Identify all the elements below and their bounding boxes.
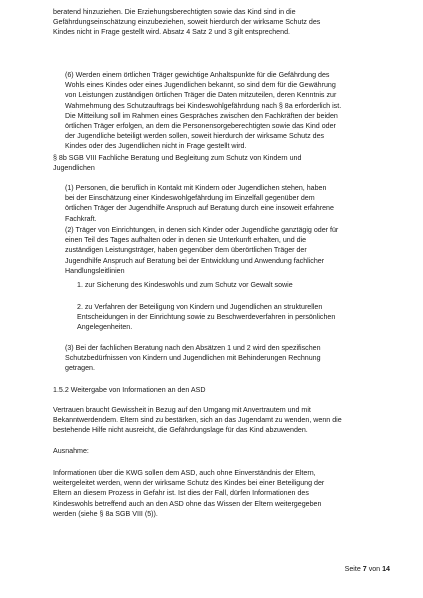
current-page-number: 7 [362,565,367,573]
text-line: (6) Werden einem örtlichen Träger gewichtige Anhaltspunkte für die Gefährdung des [65,71,330,79]
text-line: Die Mitteilung soll im Rahmen eines Gespräches zwischen den Fachkräften der beiden [65,111,338,120]
text-line: Wahrnehmung des Schutzauftrags bei Kindeswohlgefährdung nach § 8a erforderlich ist. [65,101,342,110]
text-line: von Leistungen zuständigen örtlichen Träger die Daten mitzuteilen, deren Kenntnis zur [65,91,337,100]
text-line: Gefährdungseinschätzung einzubeziehen, soweit hierdurch der wirksame Schutz des [53,18,321,27]
text-line: 2. zu Verfahren der Beteiligung von Kindern und Jugendlichen an strukturellen [77,303,323,311]
text-line: zuständigen Leistungsträger, haben gegenüber dem überörtlichen Träger der [65,246,307,255]
text-line: bestehende Hilfe nicht ausreicht, die Gefährdungslage für das Kind abzuwenden. [53,426,308,435]
list-item-2 [77,302,335,333]
text-line: Handlungsleitlinien [65,266,125,275]
text-line: örtlichen Träger der Jugendhilfe Anspruch auf Beratung durch eine insoweit erfahrene [65,204,334,213]
text-line: Kindes oder des Jugendlichen nicht in Frage gestellt wird. [65,142,247,151]
text-line: Angelegenheiten. [77,323,133,332]
text-line: Kindes nicht in Frage gestellt wird. Absatz 4 Satz 2 und 3 gilt entsprechend. [53,28,290,37]
trust-paragraph [53,405,342,436]
footer-prefix: Seite [344,565,361,573]
text-line: Bekanntwerdendem. Eltern sind zu bestärken, sich an das Jugendamt zu wenden, wenn die [53,416,342,425]
text-line: Wohls eines Kindes oder eines Jugendlichen bekannt, so sind dem für die Gewährung [65,81,336,90]
text-line: Informationen über die KWG sollen dem ASD, auch ohne Einverständnis der Eltern, [53,469,316,477]
text-line: Eltern an diesem Prozess in Gefahr ist. Ist dies der Fall, dürfen Informationen des [53,489,309,498]
text-line: bei der Einschätzung einer Kindeswohlgefährdung im Einzelfall gegenüber dem [65,194,315,203]
text-line: Fachkraft. [65,214,97,223]
section-heading-1-5-2 [53,385,205,395]
text-line: örtlichen Träger erfolgen, an dem die Personensorgeberechtigten sowie das Kind oder [65,122,336,131]
text-line: werden (siehe § 8a SGB VIII (5)). [53,509,158,518]
text-line: (1) Personen, die beruflich in Kontakt mit Kindern oder Jugendlichen stehen, haben [65,184,327,192]
information-paragraph [53,468,324,519]
text-line: (3) Bei der fachlichen Beratung nach den Absätzen 1 und 2 wird den spezifischen [65,344,321,352]
section-heading-8b [53,153,301,173]
text-line: § 8b SGB VIII Fachliche Beratung und Begleitung zum Schutz von Kindern und [53,154,302,162]
text-line: 1.5.2 Weitergabe von Informationen an den ASD [53,386,206,394]
page-number-footer [345,565,390,573]
total-pages-number: 14 [382,565,390,573]
text-line: Kindeswohls betreffend auch an den ASD ohne das Wissen der Eltern weitergegeben [53,499,322,508]
list-item-1 [77,280,293,290]
exception-label [53,446,89,456]
text-line: 1. zur Sicherung des Kindeswohls und zum Schutz vor Gewalt sowie [77,281,293,289]
paragraph-6 [65,70,341,152]
text-line: Entscheidungen in der Einrichtung sowie zu Beschwerdeverfahren in persönlichen [77,313,336,322]
text-line: Jugendlichen [53,164,95,173]
text-line: beratend hinzuziehen. Die Erziehungsberechtigten sowie das Kind sind in die [53,8,296,16]
text-line: Schutzbedürfnissen von Kindern und Jugendlichen mit Behinderungen Rechnung [65,354,321,363]
paragraph-1 [65,183,334,224]
text-line: Jugendhilfe Anspruch auf Beratung bei der Entwicklung und Anwendung fachlicher [65,256,325,265]
footer-separator: von [368,565,381,573]
text-line: getragen. [65,364,95,373]
text-line: Vertrauen braucht Gewissheit in Bezug auf den Umgang mit Anvertrautem und mit [53,406,311,414]
text-line: der Jugendliche beteiligt werden sollen, soweit hierdurch der wirksame Schutz des [65,132,325,141]
text-line: einen Teil des Tages aufhalten oder in denen sie Unterkunft erhalten, und die [65,236,307,245]
text-line: weitergeleitet werden, wenn der wirksame Schutz des Kindes bei einer Beteiligung der [53,479,325,488]
continued-paragraph [53,7,320,38]
text-line: (2) Träger von Einrichtungen, in denen sich Kinder oder Jugendliche ganztägig oder für [65,226,339,234]
paragraph-3 [65,343,321,374]
text-line: Ausnahme: [53,447,89,455]
paragraph-2 [65,225,338,276]
